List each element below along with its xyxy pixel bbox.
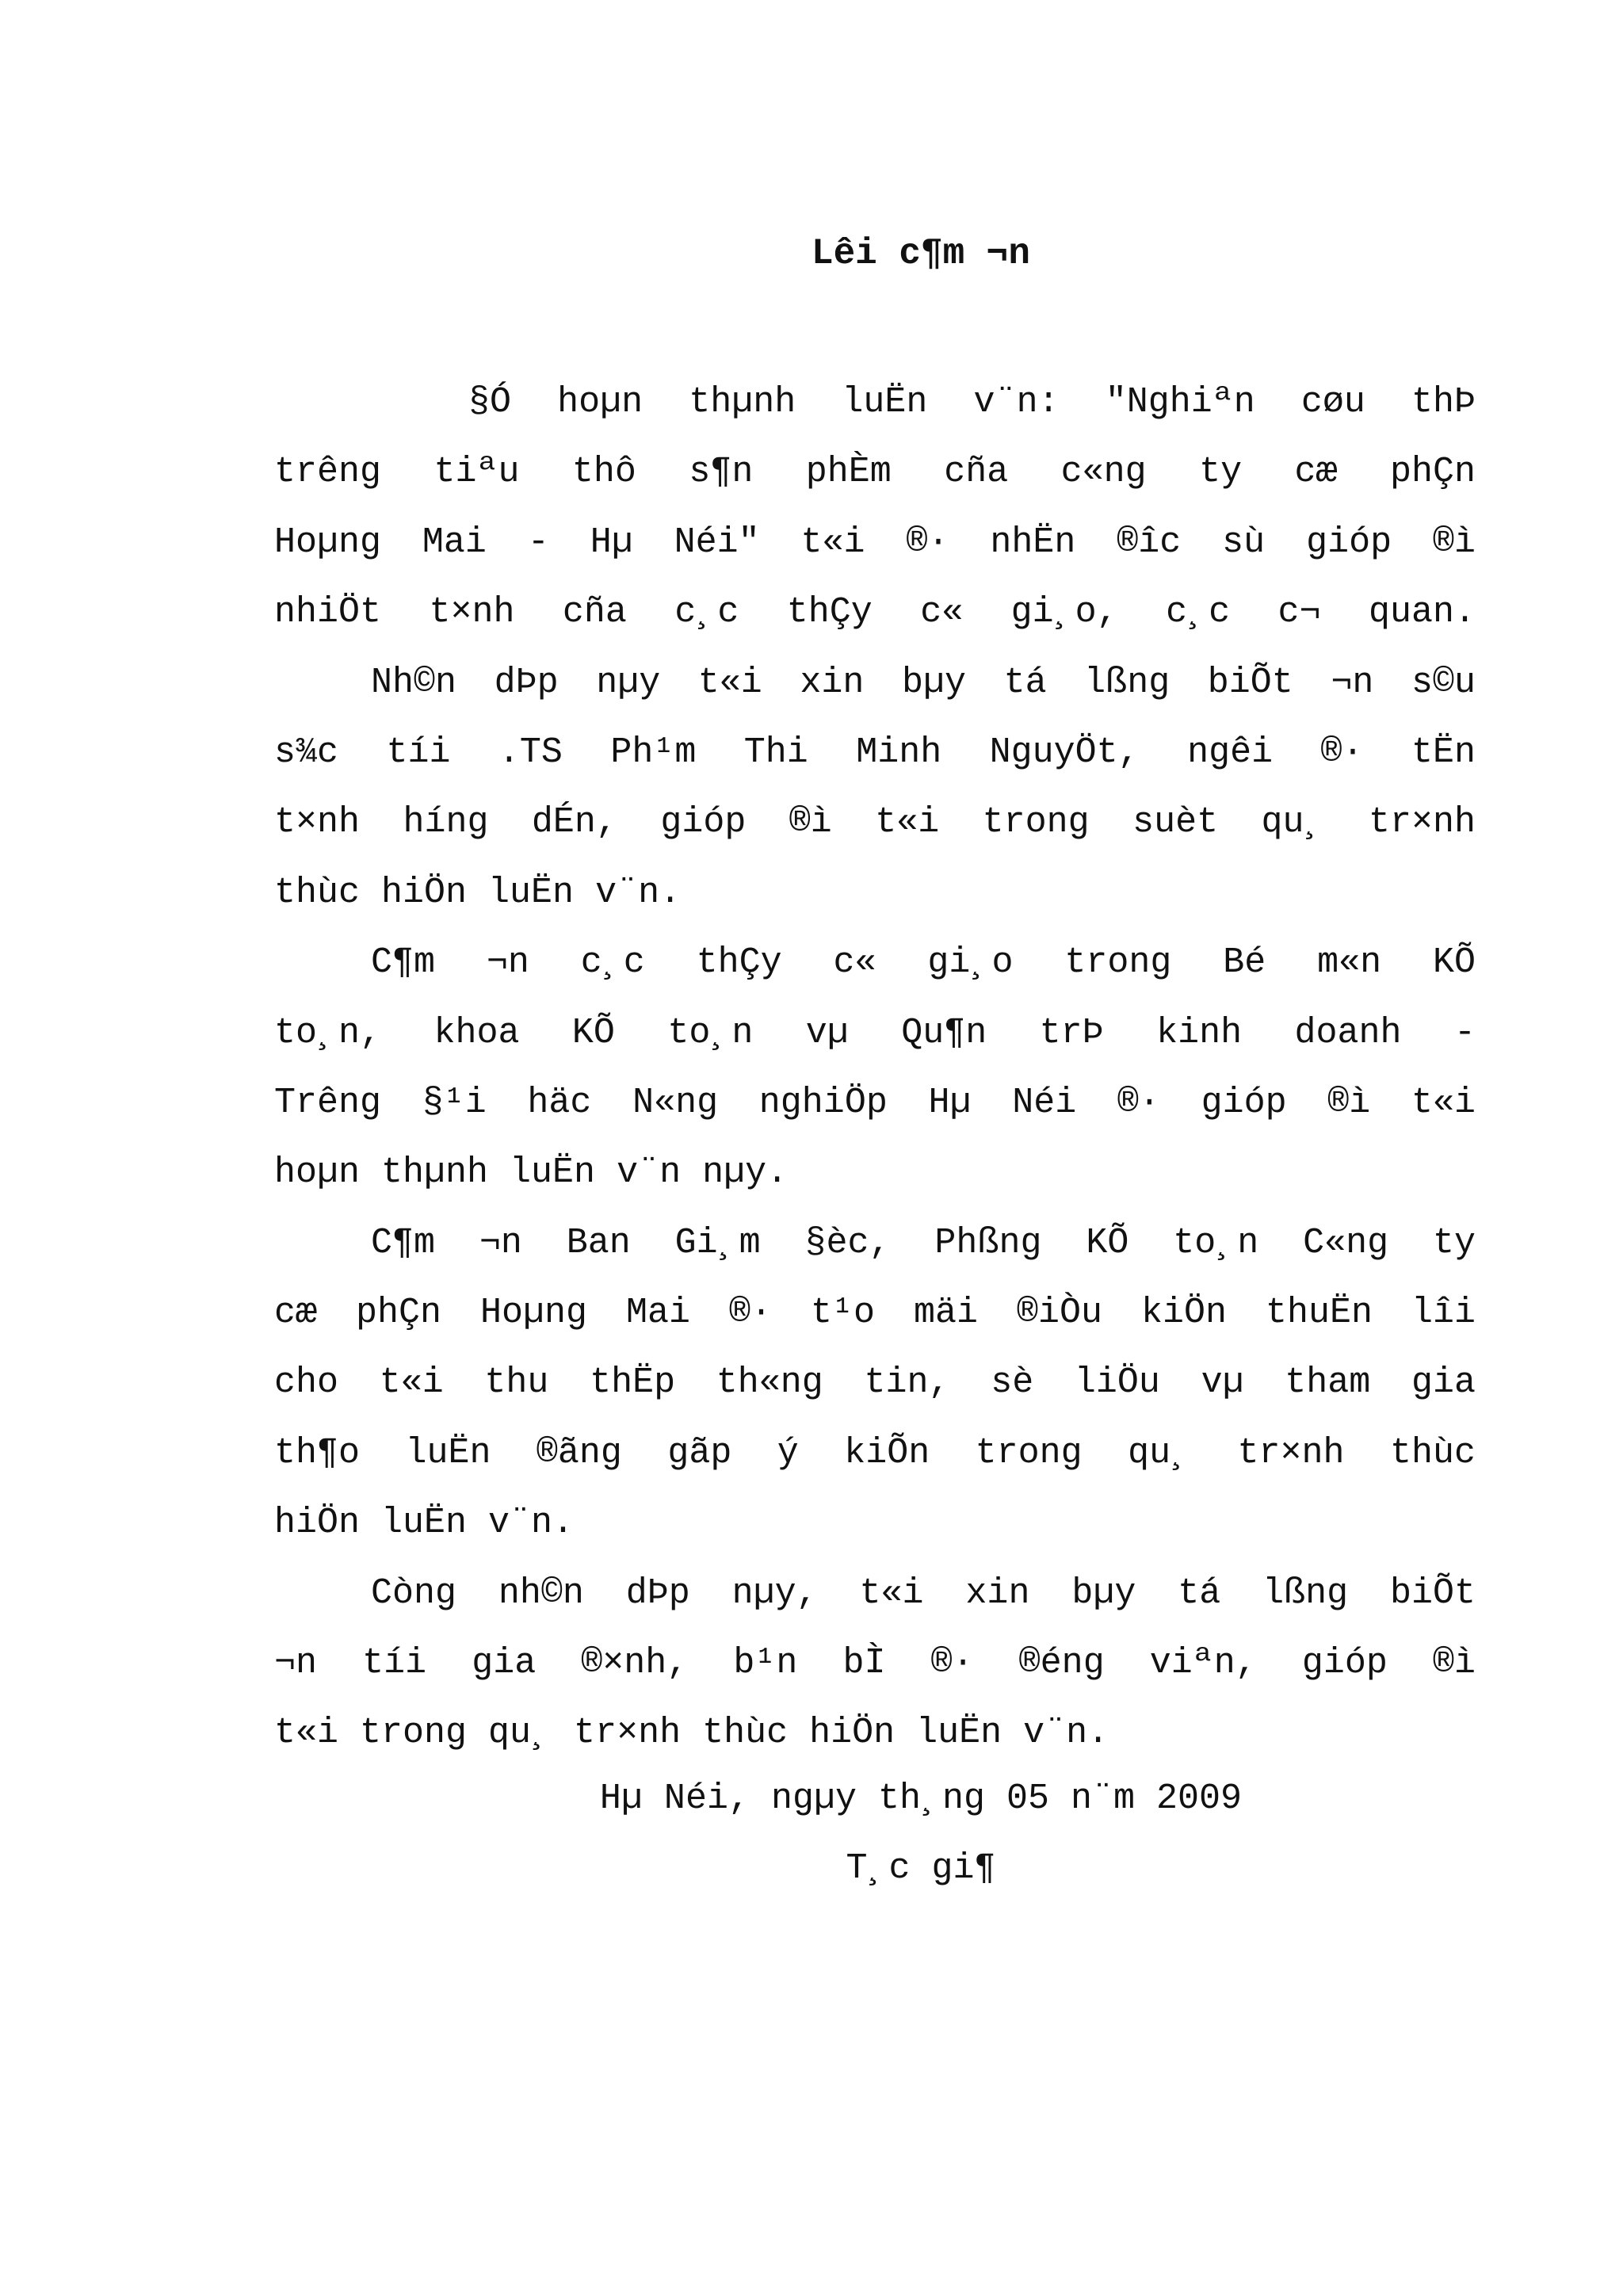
text-line: hoµn thµnh luËn v¨n nµy.	[274, 1152, 789, 1194]
text-line: s¾c tíi .TS Ph¹m Thi Minh NguyÖt, ngêi ®· tËn	[274, 732, 1476, 773]
text-line: cho t«i thu thËp th«ng tin, sè liÖu vµ tham gia	[274, 1362, 1476, 1404]
text-line: trêng tiªu thô s¶n phÈm cña c«ng ty cæ phÇn	[274, 452, 1476, 493]
text-line: t×nh híng dÉn, gióp ®ì t«i trong suèt qu¸ tr×nh	[274, 802, 1476, 843]
text-line: Trêng §¹i häc N«ng nghiÖp Hµ Néi ®· gióp ®ì t«i	[274, 1082, 1476, 1123]
text-line: th¶o luËn ®ãng gãp ý kiÕn trong qu¸ tr×nh thùc	[274, 1432, 1476, 1473]
paragraph-3	[274, 928, 1476, 1209]
text-line: thùc hiÖn luËn v¨n.	[274, 872, 682, 913]
text-line: Nh©n dÞp nµy t«i xin bµy tá lßng biÕt ¬n s©u	[371, 662, 1476, 703]
paragraph-5	[274, 1559, 1476, 1769]
paragraph-1	[274, 368, 1476, 648]
text-line: cæ phÇn Hoµng Mai ®· t¹o mäi ®iÒu kiÖn thuËn lîi	[274, 1293, 1476, 1334]
text-line: Còng nh©n dÞp nµy, t«i xin bµy tá lßng biÕt	[371, 1572, 1476, 1614]
text-line: t«i trong qu¸ tr×nh thùc hiÖn luËn v¨n.	[274, 1713, 1109, 1754]
document-body	[274, 368, 1476, 1769]
author-signature-label: T¸c gi¶	[846, 1848, 996, 1889]
text-line: Hoµng Mai - Hµ Néi" t«i ®· nhËn ®îc sù gióp ®ì	[274, 521, 1476, 563]
text-line: §Ó hoµn thµnh luËn v¨n: "Nghiªn cøu thÞ	[468, 382, 1476, 422]
text-line: to¸n, khoa KÕ to¸n vµ Qu¶n trÞ kinh doanh -	[274, 1012, 1476, 1053]
date-line: Hµ Néi, ngµy th¸ng 05 n¨m 2009	[599, 1778, 1243, 1819]
document-title: Lêi c¶m ¬n	[811, 233, 1031, 274]
paragraph-2	[274, 648, 1476, 929]
text-line: nhiÖt t×nh cña c¸c thÇy c« gi¸o, c¸c c¬ quan.	[274, 592, 1476, 633]
text-line: C¶m ¬n c¸c thÇy c« gi¸o trong Bé m«n KÕ	[371, 942, 1476, 984]
text-line: C¶m ¬n Ban Gi¸m §èc, Phßng KÕ to¸n C«ng ty	[371, 1222, 1476, 1263]
text-line: ¬n tíi gia ®×nh, b¹n bÌ ®· ®éng viªn, gióp ®ì	[274, 1643, 1476, 1684]
text-line: hiÖn luËn v¨n.	[274, 1503, 575, 1544]
paragraph-4	[274, 1209, 1476, 1559]
